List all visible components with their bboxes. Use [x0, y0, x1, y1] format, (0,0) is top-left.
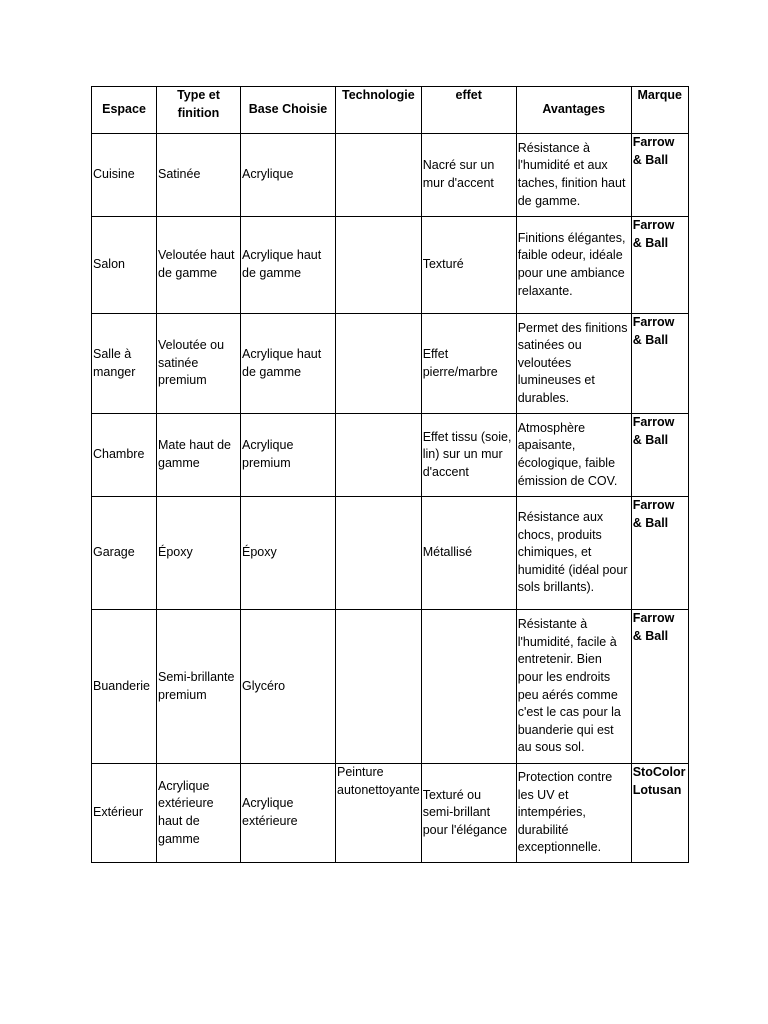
cell-technologie — [336, 414, 422, 497]
cell-effet: Effet tissu (soie, lin) sur un mur d'accent — [421, 414, 516, 497]
cell-technologie — [336, 610, 422, 764]
cell-avantages: Résistance aux chocs, produits chimiques, et humidité (idéal pour sols brillants). — [516, 497, 631, 610]
header-type-finition: Type et finition — [157, 87, 241, 134]
header-base-choisie: Base Choisie — [241, 87, 336, 134]
cell-marque: Farrow & Ball — [631, 217, 688, 314]
cell-base: Glycéro — [241, 610, 336, 764]
cell-avantages: Protection contre les UV et intempéries, durabilité exceptionnelle. — [516, 764, 631, 863]
table-row — [92, 134, 689, 217]
cell-base: Acrylique haut de gamme — [241, 314, 336, 414]
cell-avantages: Résistante à l'humidité, facile à entretenir. Bien pour les endroits peu aérés comme c'est le cas pour la buanderie qui est au sous sol. — [516, 610, 631, 764]
cell-technologie — [336, 497, 422, 610]
cell-type: Veloutée ou satinée premium — [157, 314, 241, 414]
cell-espace: Chambre — [92, 414, 157, 497]
cell-avantages: Finitions élégantes, faible odeur, idéale pour une ambiance relaxante. — [516, 217, 631, 314]
table-row — [92, 610, 689, 764]
table-row — [92, 764, 689, 863]
header-effet: effet — [421, 87, 516, 134]
cell-espace: Extérieur — [92, 764, 157, 863]
cell-effet — [421, 610, 516, 764]
cell-avantages: Atmosphère apaisante, écologique, faible émission de COV. — [516, 414, 631, 497]
cell-espace: Salle à manger — [92, 314, 157, 414]
cell-effet: Métallisé — [421, 497, 516, 610]
table-row — [92, 217, 689, 314]
cell-marque: StoColor Lotusan — [631, 764, 688, 863]
cell-espace: Cuisine — [92, 134, 157, 217]
header-marque: Marque — [631, 87, 688, 134]
cell-espace: Garage — [92, 497, 157, 610]
cell-avantages: Permet des finitions satinées ou veloutées lumineuses et durables. — [516, 314, 631, 414]
cell-technologie — [336, 217, 422, 314]
cell-type: Semi-brillante premium — [157, 610, 241, 764]
cell-effet: Nacré sur un mur d'accent — [421, 134, 516, 217]
cell-marque: Farrow & Ball — [631, 314, 688, 414]
cell-type: Mate haut de gamme — [157, 414, 241, 497]
cell-marque: Farrow & Ball — [631, 134, 688, 217]
cell-type: Époxy — [157, 497, 241, 610]
cell-type: Acrylique extérieure haut de gamme — [157, 764, 241, 863]
table-header-row — [92, 87, 689, 134]
cell-base: Acrylique premium — [241, 414, 336, 497]
cell-type: Veloutée haut de gamme — [157, 217, 241, 314]
cell-base: Époxy — [241, 497, 336, 610]
header-avantages: Avantages — [516, 87, 631, 134]
cell-effet: Texturé ou semi-brillant pour l'élégance — [421, 764, 516, 863]
cell-espace: Salon — [92, 217, 157, 314]
cell-base: Acrylique extérieure — [241, 764, 336, 863]
table-row — [92, 314, 689, 414]
cell-marque: Farrow & Ball — [631, 414, 688, 497]
cell-technologie — [336, 314, 422, 414]
cell-type: Satinée — [157, 134, 241, 217]
cell-avantages: Résistance à l'humidité et aux taches, finition haut de gamme. — [516, 134, 631, 217]
cell-effet: Texturé — [421, 217, 516, 314]
cell-effet: Effet pierre/marbre — [421, 314, 516, 414]
cell-base: Acrylique — [241, 134, 336, 217]
table-row — [92, 414, 689, 497]
cell-technologie: Peinture autonettoyante — [336, 764, 422, 863]
header-espace: Espace — [92, 87, 157, 134]
paint-table — [91, 86, 689, 863]
cell-marque: Farrow & Ball — [631, 610, 688, 764]
header-technologie: Technologie — [336, 87, 422, 134]
cell-marque: Farrow & Ball — [631, 497, 688, 610]
cell-base: Acrylique haut de gamme — [241, 217, 336, 314]
cell-technologie — [336, 134, 422, 217]
cell-espace: Buanderie — [92, 610, 157, 764]
table-row — [92, 497, 689, 610]
